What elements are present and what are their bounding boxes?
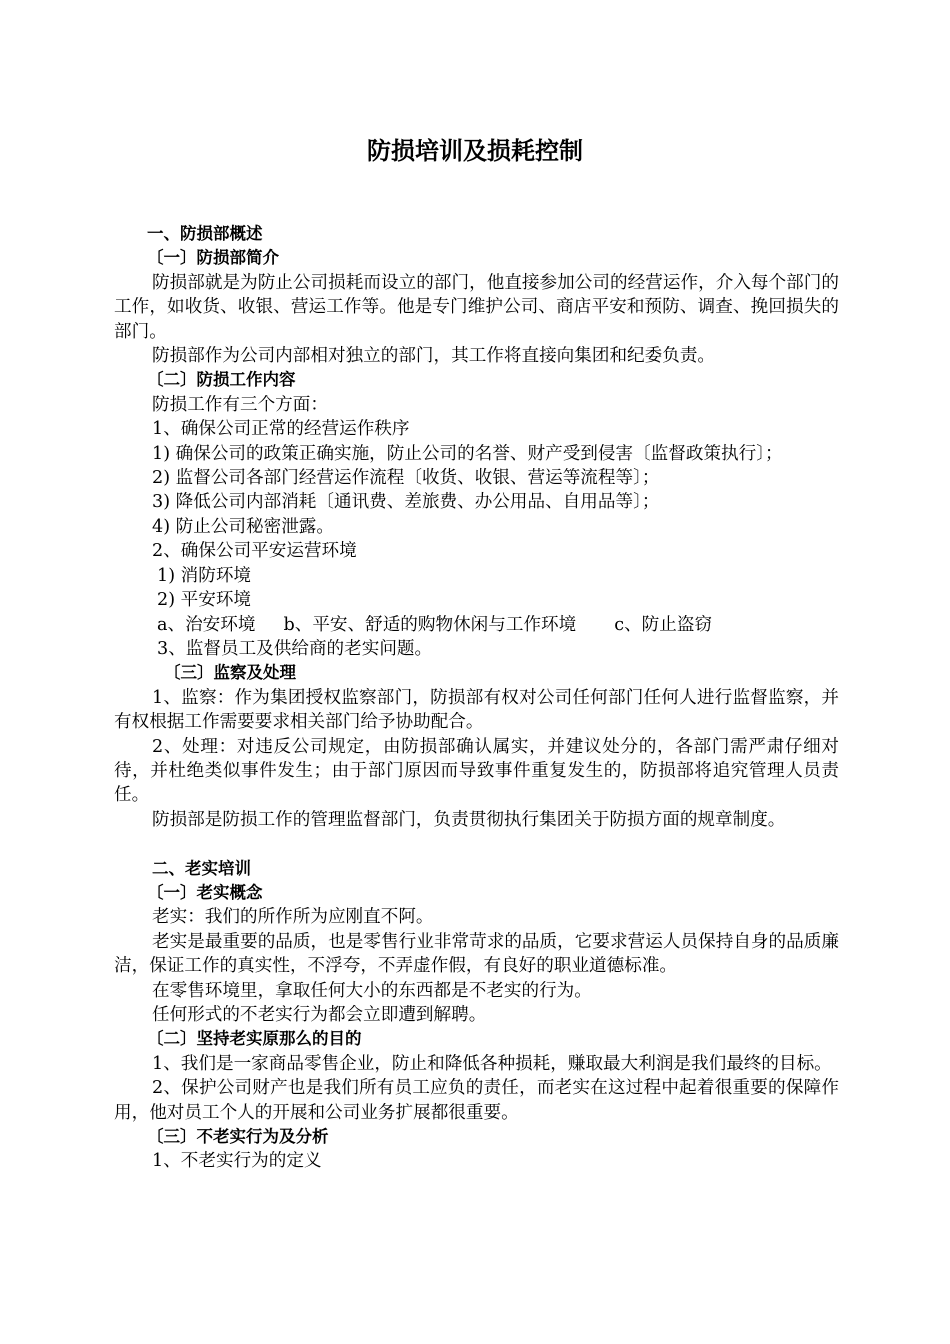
section-1-sub-1: 〔一〕防损部简介 xyxy=(147,248,279,268)
spacer xyxy=(114,832,839,856)
option-a: a、治安环境 xyxy=(157,614,256,635)
section-2-heading: 二、老实培训 xyxy=(152,858,251,878)
section-1-para-1: 防损部就是为防止公司损耗而设立的部门，他直接参加公司的经营运作，介入每个部门的工作，如收货、收银、营运工作等。他是专门维护公司、商店平安和预防、调查、挽回损失的部门。 xyxy=(114,272,839,342)
section-2-para-2: 老实是最重要的品质，也是零售行业非常苛求的品质，它要求营运人员保持自身的品质廉洁，保证工作的真实性，不浮夸，不弄虚作假，有良好的职业道德标准。 xyxy=(114,931,839,977)
section-2-para-6: 2、保护公司财产也是我们所有员工应负的责任，而老实在这过程中起着很重要的保障作用，他对员工个人的开展和公司业务扩展都很重要。 xyxy=(114,1078,839,1123)
document-title: 防损培训及损耗控制 xyxy=(367,137,583,165)
section-2-para-1: 老实：我们的所作所为应刚直不阿。 xyxy=(152,907,434,928)
list-line: 1、不老实行为的定义 xyxy=(152,1151,322,1172)
section-1-para-3: 1、监察：作为集团授权监察部门，防损部有权对公司任何部门任何人进行监督监察，并有权根据工作需要要求相关部门给予协助配合。 xyxy=(114,687,839,733)
section-1-sub-2: 〔二〕防损工作内容 xyxy=(147,370,296,390)
list-line: 2、确保公司平安运营环境 xyxy=(152,541,357,562)
section-1-para-5: 防损部是防损工作的管理监督部门，负责贯彻执行集团关于防损方面的规章制度。 xyxy=(152,809,786,830)
section-2-sub-2: 〔二〕坚持老实原那么的目的 xyxy=(147,1029,362,1049)
list-line: 1) 消防环境 xyxy=(157,565,252,586)
document-body xyxy=(114,222,839,1174)
list-line: 防损工作有三个方面： xyxy=(152,394,328,415)
list-line: 2) 平安环境 xyxy=(157,590,252,611)
list-line: 3、监督员工及供给商的老实问题。 xyxy=(157,638,433,659)
list-line: 2) 监督公司各部门经营运作流程〔收货、收银、营运等流程等〕； xyxy=(152,468,660,489)
section-2-sub-1: 〔一〕老实概念 xyxy=(147,882,263,902)
section-2-para-3: 在零售环境里，拿取任何大小的东西都是不老实的行为。 xyxy=(152,980,592,1001)
section-2-para-4: 任何形式的不老实行为都会立即遭到解聘。 xyxy=(152,1004,487,1025)
section-1-para-4: 2、处理：对违反公司规定，由防损部确认属实，并建议处分的，各部门需严肃仔细对待，并杜绝类似事件发生；由于部门原因而导致事件重复发生的，防损部将追究管理人员责任。 xyxy=(114,736,839,806)
list-line: 1) 确保公司的政策正确实施，防止公司的名誉、财产受到侵害〔监督政策执行〕； xyxy=(152,443,783,464)
section-1-heading: 一、防损部概述 xyxy=(147,224,263,243)
list-line: 1、确保公司正常的经营运作秩序 xyxy=(152,419,410,440)
section-1-sub-3: 〔三〕监察及处理 xyxy=(164,663,296,683)
section-2-para-5: 1、我们是一家商品零售企业，防止和降低各种损耗，赚取最大利润是我们最终的目标。 xyxy=(152,1053,832,1074)
option-b: b、平安、舒适的购物休闲与工作环境 xyxy=(283,614,577,635)
environment-options-line xyxy=(114,613,839,637)
option-c: c、防止盗窃 xyxy=(614,614,713,635)
list-line: 3) 降低公司内部消耗〔通讯费、差旅费、办公用品、自用品等〕； xyxy=(152,492,660,513)
section-1-para-2: 防损部作为公司内部相对独立的部门，其工作将直接向集团和纪委负责。 xyxy=(152,346,716,367)
section-2-sub-3: 〔三〕不老实行为及分析 xyxy=(147,1127,329,1147)
list-line: 4) 防止公司秘密泄露。 xyxy=(152,516,334,537)
